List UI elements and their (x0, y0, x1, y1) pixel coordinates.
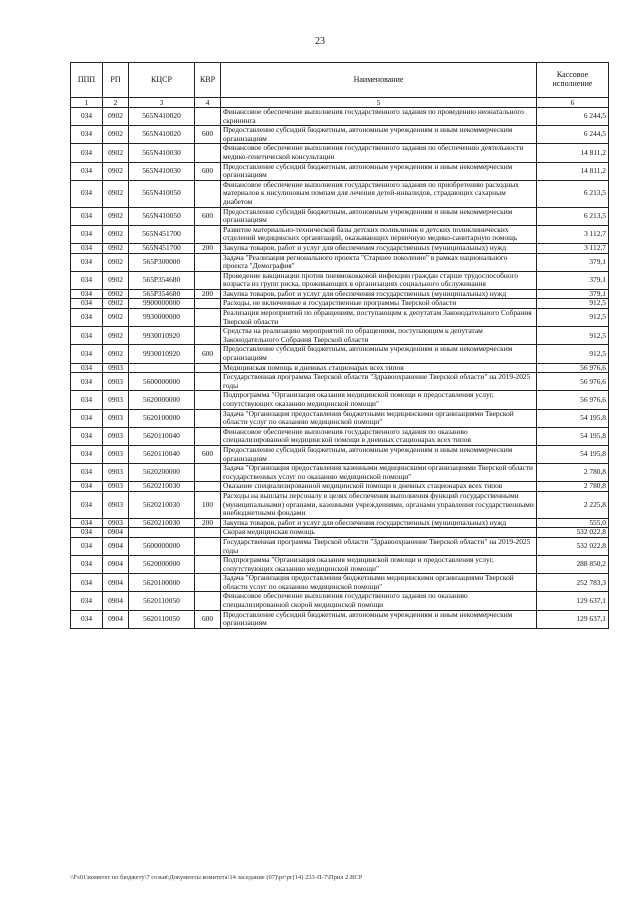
cell-ppp: 034 (71, 180, 103, 207)
cell-rp: 0903 (103, 373, 129, 391)
cell-name: Задача "Организация предоставления казенными медицинскими организациями Тверской области государственных услуг по оказанию медицинской помощи" (221, 464, 537, 482)
table-body (71, 98, 609, 629)
cell-ppp: 034 (71, 373, 103, 391)
cell-rp: 0903 (103, 391, 129, 409)
cell-name: Скорая медицинская помощь (221, 528, 537, 538)
cell-name: Предоставление субсидий бюджетным, автономным учреждениям и иным некоммерческим организациям (221, 162, 537, 180)
cell-kcsr: 5620200000 (129, 464, 195, 482)
cell-rp: 0903 (103, 482, 129, 492)
cell-amount: 129 637,1 (537, 610, 609, 628)
cell-kcsr: 5620100000 (129, 409, 195, 427)
cell-name: Медицинская помощь в дневных стационарах всех типов (221, 363, 537, 373)
table-row (71, 610, 609, 628)
cell-name: Подпрограмма "Организация оказания медицинской помощи и предоставления услуг, сопутствующих оказанию медицинской помощи" (221, 556, 537, 574)
cell-rp: 0903 (103, 491, 129, 518)
cell-kcsr: 5620110050 (129, 592, 195, 610)
cell-name: Реализация мероприятий по обращениям, поступающим к депутатам Законодательного Собрания Тверской области (221, 309, 537, 327)
table-row (71, 528, 609, 538)
cell-ppp: 034 (71, 207, 103, 225)
cell-rp: 0902 (103, 162, 129, 180)
cell-name: Предоставление субсидий бюджетным, автономным учреждениям и иным некоммерческим организациям (221, 345, 537, 363)
table-row (71, 391, 609, 409)
table-row (71, 363, 609, 373)
cell-name: Предоставление субсидий бюджетным, автономным учреждениям и иным некоммерческим организациям (221, 126, 537, 144)
cell-kvr: 600 (195, 345, 221, 363)
cell-ppp: 034 (71, 327, 103, 345)
cell-amount: 2 225,8 (537, 491, 609, 518)
table-row (71, 162, 609, 180)
cell-ppp: 034 (71, 289, 103, 299)
cell-kvr (195, 253, 221, 271)
cell-kcsr: 565P300000 (129, 253, 195, 271)
cell-ppp: 034 (71, 528, 103, 538)
cell-amount: 6 213,5 (537, 180, 609, 207)
cell-amount: 6 244,5 (537, 108, 609, 126)
cell-kvr (195, 464, 221, 482)
cell-ppp: 034 (71, 556, 103, 574)
cell-amount: 6 244,5 (537, 126, 609, 144)
table-header (71, 63, 609, 98)
table-row (71, 592, 609, 610)
cell-name: Задача "Реализация регионального проекта "Старшее поколение" в рамках национального проекта "Демография" (221, 253, 537, 271)
cell-ppp: 034 (71, 144, 103, 162)
cell-kvr: 600 (195, 162, 221, 180)
cell-kvr (195, 592, 221, 610)
cell-ppp: 034 (71, 243, 103, 253)
cell-rp: 0904 (103, 610, 129, 628)
cell-kvr (195, 299, 221, 309)
cell-kcsr: 5620210030 (129, 482, 195, 492)
cell-ppp: 034 (71, 464, 103, 482)
cell-kcsr: 565N410050 (129, 180, 195, 207)
cell-name: Финансовое обеспечение выполнения государственного задания по приобретению расходных материалов к инсулиновым помпам для лечения детей-инвалидов, страдающих сахарным диабетом (221, 180, 537, 207)
cell-ppp: 034 (71, 363, 103, 373)
cell-kcsr: 5600000000 (129, 373, 195, 391)
cell-ppp: 034 (71, 271, 103, 289)
cell-name: Закупка товаров, работ и услуг для обеспечения государственных (муниципальных) нужд (221, 243, 537, 253)
table-row (71, 180, 609, 207)
column-numbering-row (71, 98, 609, 108)
cell-name: Средства на реализацию мероприятий по обращениям, поступающим к депутатам Законодательного Собрания Тверской области (221, 327, 537, 345)
cell-kvr (195, 537, 221, 555)
cell-rp: 0902 (103, 207, 129, 225)
cell-amount: 56 976,6 (537, 391, 609, 409)
cell-kvr: 100 (195, 491, 221, 518)
cell-kcsr: 9930000000 (129, 309, 195, 327)
cell-kcsr (129, 528, 195, 538)
cell-name: Закупка товаров, работ и услуг для обеспечения государственных (муниципальных) нужд (221, 518, 537, 528)
header-rp: РП (103, 63, 129, 98)
table-row (71, 345, 609, 363)
cell-name: Расходы на выплаты персоналу в целях обеспечения выполнения функций государственными (муниципальными) органами, казенными учреждениями, органами управления государственными внебюджетными фондами (221, 491, 537, 518)
cell-amount: 912,5 (537, 309, 609, 327)
header-name: Наименование (221, 63, 537, 98)
cell-kcsr (129, 363, 195, 373)
cell-kcsr: 565N410020 (129, 126, 195, 144)
cell-ppp: 034 (71, 162, 103, 180)
cell-kvr (195, 391, 221, 409)
cell-kvr: 600 (195, 207, 221, 225)
table-row (71, 289, 609, 299)
table-row (71, 144, 609, 162)
cell-ppp: 034 (71, 427, 103, 445)
cell-amount: 54 195,8 (537, 427, 609, 445)
table-row (71, 327, 609, 345)
cell-kcsr: 565N410030 (129, 162, 195, 180)
cell-rp: 0902 (103, 345, 129, 363)
cell-ppp: 034 (71, 225, 103, 243)
table-row (71, 427, 609, 445)
table-row (71, 373, 609, 391)
cell-name: Государственная программа Тверской области "Здравоохранение Тверской области" на 2019-2025 годы (221, 373, 537, 391)
cell-ppp: 034 (71, 518, 103, 528)
cell-kcsr: 565N410050 (129, 207, 195, 225)
cell-kcsr: 565P354680 (129, 271, 195, 289)
cell-kvr (195, 427, 221, 445)
cell-kcsr: 565N410030 (129, 144, 195, 162)
cell-rp: 0902 (103, 289, 129, 299)
table-row (71, 445, 609, 463)
cell-rp: 0903 (103, 518, 129, 528)
column-number: 3 (129, 98, 195, 108)
cell-rp: 0902 (103, 299, 129, 309)
file-path-footer: \\Fs01\комитет по бюджету\7 созыв\Документы комитета\14 заседание (07)\рг\рг(14) 233-П-7\Прил 2.BCP (70, 874, 363, 881)
cell-rp: 0904 (103, 592, 129, 610)
cell-kvr (195, 144, 221, 162)
cell-rp: 0902 (103, 243, 129, 253)
cell-kvr: 200 (195, 243, 221, 253)
cell-amount: 379,1 (537, 253, 609, 271)
cell-rp: 0903 (103, 445, 129, 463)
cell-name: Проведение вакцинации против пневмококковой инфекции граждан старше трудоспособного возраста из групп риска, проживающих в организациях социального обслуживания (221, 271, 537, 289)
cell-amount: 54 195,8 (537, 445, 609, 463)
cell-kcsr: 565N451700 (129, 243, 195, 253)
cell-kvr (195, 225, 221, 243)
cell-amount: 912,5 (537, 327, 609, 345)
table-row (71, 537, 609, 555)
cell-kvr (195, 373, 221, 391)
cell-kcsr: 5620110040 (129, 445, 195, 463)
cell-name: Финансовое обеспечение выполнения государственного задания по оказанию специализированной медицинской помощи в дневных стационарах всех типов (221, 427, 537, 445)
cell-ppp: 034 (71, 126, 103, 144)
budget-execution-table (70, 62, 609, 629)
cell-amount: 912,5 (537, 299, 609, 309)
cell-rp: 0902 (103, 253, 129, 271)
cell-rp: 0902 (103, 309, 129, 327)
cell-rp: 0903 (103, 464, 129, 482)
header-kcsr: КЦСР (129, 63, 195, 98)
cell-rp: 0902 (103, 126, 129, 144)
cell-amount: 555,0 (537, 518, 609, 528)
cell-kvr (195, 327, 221, 345)
cell-kvr: 600 (195, 610, 221, 628)
cell-rp: 0902 (103, 144, 129, 162)
column-number: 2 (103, 98, 129, 108)
cell-rp: 0902 (103, 180, 129, 207)
cell-name: Предоставление субсидий бюджетным, автономным учреждениям и иным некоммерческим организациям (221, 207, 537, 225)
header-ppp: ППП (71, 63, 103, 98)
cell-rp: 0902 (103, 108, 129, 126)
cell-kvr: 200 (195, 518, 221, 528)
cell-kcsr: 5620100000 (129, 574, 195, 592)
cell-kcsr: 5620000000 (129, 556, 195, 574)
table-row (71, 243, 609, 253)
cell-amount: 129 637,1 (537, 592, 609, 610)
table-row (71, 253, 609, 271)
cell-rp: 0903 (103, 409, 129, 427)
cell-amount: 6 213,5 (537, 207, 609, 225)
cell-kcsr: 5620210030 (129, 518, 195, 528)
cell-ppp: 034 (71, 491, 103, 518)
table-row (71, 271, 609, 289)
cell-ppp: 034 (71, 592, 103, 610)
cell-name: Задача "Организация предоставления бюджетными медицинскими организациями Тверской области услуг по оказанию медицинской помощи" (221, 574, 537, 592)
cell-kcsr: 9930010920 (129, 345, 195, 363)
cell-kcsr: 5620110040 (129, 427, 195, 445)
cell-kvr (195, 180, 221, 207)
cell-name: Подпрограмма "Организация оказания медицинской помощи и предоставления услуг, сопутствующих оказанию медицинской помощи" (221, 391, 537, 409)
table-row (71, 482, 609, 492)
table-row (71, 464, 609, 482)
cell-kcsr: 5620000000 (129, 391, 195, 409)
cell-amount: 379,1 (537, 271, 609, 289)
column-number: 1 (71, 98, 103, 108)
cell-kvr (195, 271, 221, 289)
table-row (71, 299, 609, 309)
cell-name: Государственная программа Тверской области "Здравоохранение Тверской области" на 2019-2025 годы (221, 537, 537, 555)
table-row (71, 556, 609, 574)
cell-kvr (195, 409, 221, 427)
cell-name: Развитие материально-технической базы детских поликлиник и детских поликлинических отделений медицинских организаций, оказывающих первичную медико-санитарную помощь (221, 225, 537, 243)
table-row (71, 518, 609, 528)
cell-kcsr: 5620110050 (129, 610, 195, 628)
cell-amount: 252 783,3 (537, 574, 609, 592)
cell-rp: 0904 (103, 528, 129, 538)
cell-rp: 0902 (103, 327, 129, 345)
cell-name: Финансовое обеспечение выполнения государственного задания по обеспечению деятельности медико-генетической консультации (221, 144, 537, 162)
cell-rp: 0903 (103, 427, 129, 445)
page-number: 23 (315, 36, 325, 47)
column-number: 4 (195, 98, 221, 108)
table-row (71, 491, 609, 518)
cell-kvr (195, 482, 221, 492)
cell-ppp: 034 (71, 299, 103, 309)
cell-amount: 14 811,2 (537, 144, 609, 162)
cell-name: Оказание специализированной медицинской помощи в дневных стационарах всех типов (221, 482, 537, 492)
cell-name: Расходы, не включенные в государственные программы Тверской области (221, 299, 537, 309)
cell-rp: 0904 (103, 574, 129, 592)
cell-kvr (195, 528, 221, 538)
cell-ppp: 034 (71, 391, 103, 409)
cell-amount: 56 976,6 (537, 373, 609, 391)
cell-kcsr: 5600000000 (129, 537, 195, 555)
cell-amount: 54 195,8 (537, 409, 609, 427)
cell-name: Финансовое обеспечение выполнения государственного задания по оказанию специализированной скорой медицинской помощи (221, 592, 537, 610)
column-number: 5 (221, 98, 537, 108)
column-number: 6 (537, 98, 609, 108)
cell-name: Предоставление субсидий бюджетным, автономным учреждениям и иным некоммерческим организациям (221, 445, 537, 463)
cell-kvr: 600 (195, 445, 221, 463)
cell-ppp: 034 (71, 409, 103, 427)
cell-name: Предоставление субсидий бюджетным, автономным учреждениям и иным некоммерческим организациям (221, 610, 537, 628)
table-row (71, 207, 609, 225)
cell-kcsr: 5620210030 (129, 491, 195, 518)
header-kvr: КВР (195, 63, 221, 98)
cell-ppp: 034 (71, 253, 103, 271)
cell-kcsr: 565P354680 (129, 289, 195, 299)
cell-kvr (195, 574, 221, 592)
cell-name: Закупка товаров, работ и услуг для обеспечения государственных (муниципальных) нужд (221, 289, 537, 299)
header-amount: Кассовое исполнение (537, 63, 609, 98)
cell-kvr: 200 (195, 289, 221, 299)
cell-rp: 0902 (103, 271, 129, 289)
table-row (71, 574, 609, 592)
cell-amount: 288 850,2 (537, 556, 609, 574)
cell-kvr (195, 108, 221, 126)
cell-name: Финансовое обеспечение выполнения государственного задания по проведению неонатального скрининга (221, 108, 537, 126)
cell-amount: 3 112,7 (537, 243, 609, 253)
cell-kcsr: 565N451700 (129, 225, 195, 243)
table-row (71, 225, 609, 243)
cell-ppp: 034 (71, 482, 103, 492)
cell-kvr: 600 (195, 126, 221, 144)
cell-ppp: 034 (71, 309, 103, 327)
cell-ppp: 034 (71, 345, 103, 363)
cell-amount: 912,5 (537, 345, 609, 363)
cell-rp: 0903 (103, 363, 129, 373)
cell-amount: 532 022,8 (537, 537, 609, 555)
cell-kvr (195, 363, 221, 373)
cell-amount: 14 811,2 (537, 162, 609, 180)
cell-amount: 56 976,6 (537, 363, 609, 373)
cell-ppp: 034 (71, 574, 103, 592)
cell-ppp: 034 (71, 445, 103, 463)
table-row (71, 409, 609, 427)
cell-kvr (195, 309, 221, 327)
cell-kcsr: 9900000000 (129, 299, 195, 309)
cell-ppp: 034 (71, 537, 103, 555)
cell-kcsr: 565N410020 (129, 108, 195, 126)
cell-rp: 0904 (103, 556, 129, 574)
cell-amount: 2 780,8 (537, 464, 609, 482)
table-row (71, 126, 609, 144)
table-row (71, 108, 609, 126)
cell-ppp: 034 (71, 108, 103, 126)
table-row (71, 309, 609, 327)
cell-kvr (195, 556, 221, 574)
cell-rp: 0902 (103, 225, 129, 243)
cell-amount: 379,1 (537, 289, 609, 299)
cell-ppp: 034 (71, 610, 103, 628)
cell-amount: 2 780,8 (537, 482, 609, 492)
cell-kcsr: 9930010920 (129, 327, 195, 345)
cell-rp: 0904 (103, 537, 129, 555)
cell-name: Задача "Организация предоставления бюджетными медицинскими организациями Тверской области услуг по оказанию медицинской помощи" (221, 409, 537, 427)
cell-amount: 3 112,7 (537, 225, 609, 243)
cell-amount: 532 022,8 (537, 528, 609, 538)
